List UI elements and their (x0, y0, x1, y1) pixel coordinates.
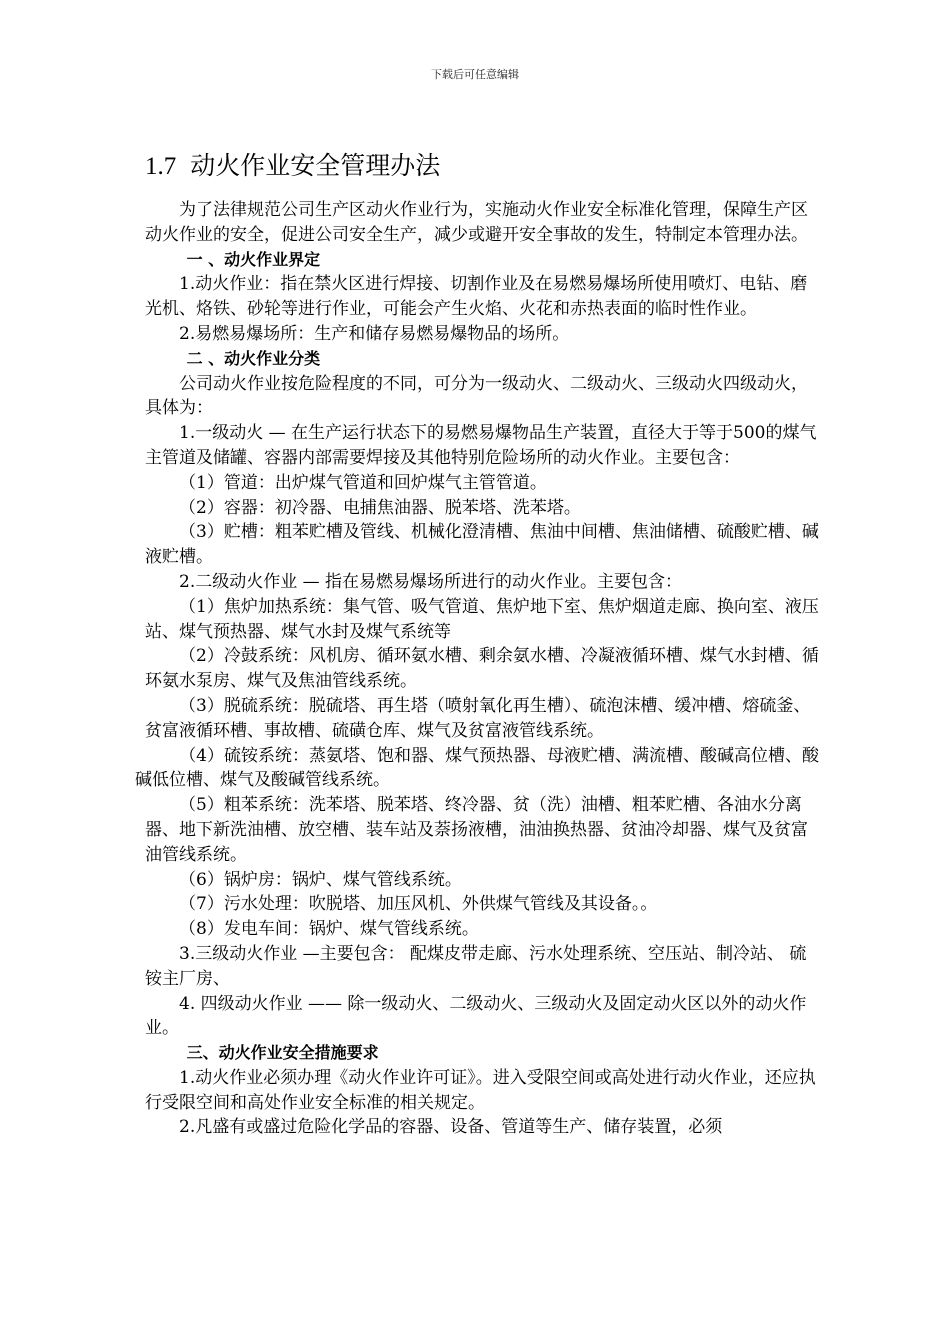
paragraph: （1）焦炉加热系统：集气管、吸气管道、焦炉地下室、焦炉烟道走廊、换向室、液压站、煤气预热器、煤气水封及煤气系统等 (145, 596, 819, 642)
section-heading: 三、动火作业安全措施要求 (186, 1043, 379, 1063)
paragraph: （3）脱硫系统：脱硫塔、再生塔（喷射氧化再生槽）、硫泡沫槽、缓冲槽、熔硫釜、贫富液循环槽、事故槽、硫磺仓库、煤气及贫富液管线系统。 (145, 695, 811, 741)
page-header: 下载后可任意编辑 (431, 68, 519, 81)
section-title (145, 146, 440, 182)
paragraph: 2.凡盛有或盛过危险化学品的容器、设备、管道等生产、储存装置，必须 (179, 1117, 723, 1138)
paragraph: 1.动火作业必须办理《动火作业许可证》。进入受限空间或高处进行动火作业，还应执行受限空间和高处作业安全标准的相关规定。 (145, 1067, 816, 1113)
section-heading: 二 、动火作业分类 (186, 348, 321, 368)
paragraph: 4. 四级动火作业 —— 除一级动火、二级动火、三级动火及固定动火区以外的动火作业。 (145, 993, 807, 1039)
paragraph: 2.二级动火作业 — 指在易燃易爆场所进行的动火作业。主要包含： (179, 571, 683, 592)
paragraph: （1）管道：出炉煤气管道和回炉煤气主管管道。 (179, 472, 547, 493)
paragraph: （7）污水处理：吹脱塔、加压风机、外供煤气管线及其设备。。 (179, 894, 658, 915)
paragraph: 为了法律规范公司生产区动火作业行为，实施动火作业安全标准化管理，保障生产区动火作业的安全，促进公司安全生产，减少或避开安全事故的发生，特制定本管理办法。 (145, 200, 808, 245)
paragraph: 1.动火作业：指在禁火区进行焊接、切割作业及在易燃易爆场所使用喷灯、电钻、磨光机、烙铁、砂轮等进行作业，可能会产生火焰、火花和赤热表面的临时性作业。 (145, 274, 808, 320)
paragraph: 公司动火作业按危险程度的不同，可分为一级动火、二级动火、三级动火四级动火，具体为： (145, 373, 808, 419)
paragraph: 2.易燃易爆场所：生产和储存易燃易爆物品的场所。 (179, 323, 570, 344)
document-body (135, 198, 820, 1140)
section-title-text: 动火作业安全管理办法 (190, 151, 441, 180)
paragraph: （4）硫铵系统：蒸氨塔、饱和器、煤气预热器、母液贮槽、满流槽、酸碱高位槽、酸碱低位槽、煤气及酸碱管线系统。 (135, 745, 820, 791)
section-number: 1.7 (145, 153, 177, 180)
paragraph: （6）锅炉房：锅炉、煤气管线系统。 (179, 869, 462, 890)
paragraph: （3）贮槽：粗苯贮槽及管线、机械化澄清槽、焦油中间槽、焦油储槽、硫酸贮槽、碱液贮槽。 (145, 522, 819, 568)
paragraph: （2）容器：初冷器、电捕焦油器、脱苯塔、洗苯塔。 (179, 497, 581, 518)
paragraph: 1.一级动火 — 在生产运行状态下的易燃易爆物品生产装置，直径大于等于500的煤气主管道及储罐、容器内部需要焊接及其他特别危险场所的动火作业。主要包含： (145, 423, 817, 468)
section-heading: 一 、动火作业界定 (186, 249, 321, 269)
paragraph: （5）粗苯系统：洗苯塔、脱苯塔、终冷器、贫（洗）油槽、粗苯贮槽、各油水分离器、地下新洗油槽、放空槽、装车站及萘扬液槽，油油换热器、贫油冷却器、煤气及贫富油管线系统。 (145, 795, 808, 865)
paragraph: （8）发电车间：锅炉、煤气管线系统。 (179, 919, 479, 940)
paragraph: （2）冷鼓系统：风机房、循环氨水槽、剩余氨水槽、冷凝液循环槽、煤气水封槽、循环氨水泵房、煤气及焦油管线系统。 (145, 646, 819, 692)
paragraph: 3.三级动火作业 —主要包含： 配煤皮带走廊、污水处理系统、空压站、制冷站、 硫铵主厂房、 (145, 943, 807, 989)
